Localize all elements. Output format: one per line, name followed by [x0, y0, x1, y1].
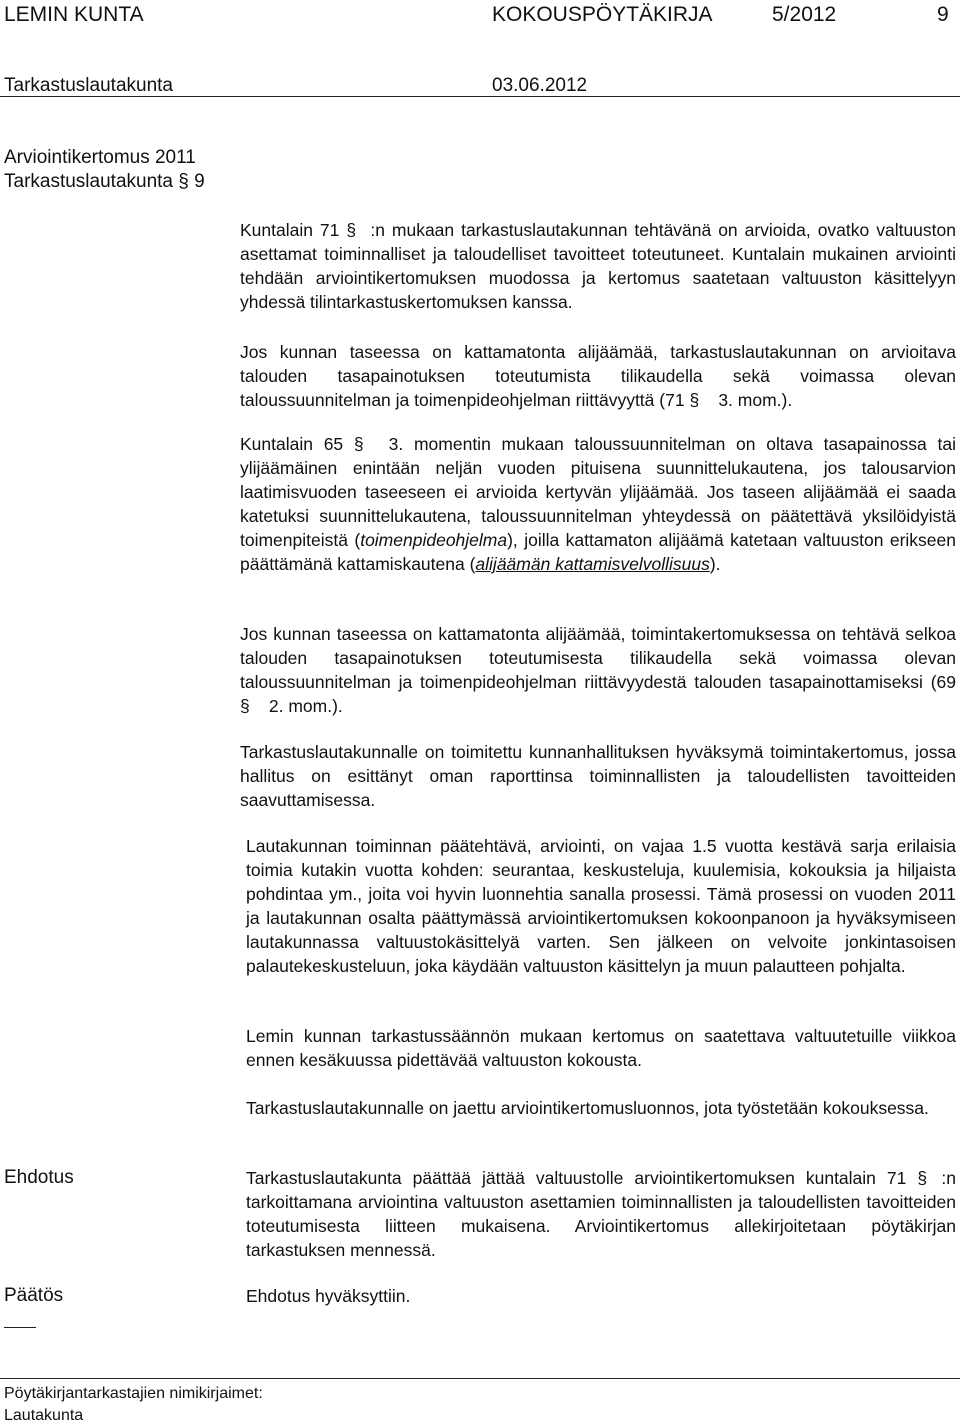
paragraph-mandate: Kuntalain 71 § :n mukaan tarkastuslautakunnan tehtävänä on arvioida, ovatko valtuuston asettamat toiminnalliset ja taloudelliset tavoitteet toteutuneet. Kuntalain mukainen arviointi tehdään arviointikertomuksen muodossa ja kertomus saatetaan valtuuston käsittelyyn yhdessä tilintarkastuskertomuksen kanssa.	[240, 220, 956, 312]
section-reference	[4, 170, 205, 194]
board-name: Tarkastuslautakunta	[4, 75, 173, 96]
paragraph-deficit-assessment: Jos kunnan taseessa on kattamatonta alijäämää, tarkastuslautakunnan on arvioitava talouden tasapainotuksen toteutumista tilikaudella sekä voimassa olevan taloussuunnitelman ja toimenpideohjelman riittävyyttä (71 § 3. mom.).	[240, 342, 956, 410]
municipality-name: LEMIN KUNTA	[4, 3, 144, 26]
footer-rule	[0, 1378, 960, 1379]
paragraph-draft-distributed: Tarkastuslautakunnalle on jaettu arviointikertomusluonnos, jota työstetään kokouksessa.	[246, 1098, 929, 1118]
decision-text: Ehdotus hyväksyttiin.	[246, 1286, 411, 1306]
document-type: KOKOUSPÖYTÄKIRJA	[492, 3, 713, 26]
decision-separator	[4, 1327, 36, 1328]
section-sign: §	[178, 171, 189, 192]
page-number: 9	[937, 3, 949, 26]
footer-board: Lautakunta	[4, 1407, 84, 1424]
header-rule	[0, 96, 960, 97]
paragraph-financial-plan: Kuntalain 65 § 3. momentin mukaan taloussuunnitelman on oltava tasapainossa tai ylijäämäinen enintään neljän vuoden pituisena suunnittelukautena, jos talousarvion laatimisvuoden taseeseen ei arvioida kertyvän ylijäämää. Jos taseen alijäämää ei saada katetuksi suunnittelukautena, taloussuunnitelman yhteydessä on päätettävä yksilöidyistä toimenpiteistä (toimenpideohjelma), joilla kattamaton alijäämä katetaan valtuuston erikseen päättämänä kattamiskautena (alijäämän kattamisvelvollisuus).	[240, 434, 956, 574]
section-sign: §	[689, 390, 700, 410]
proposal-text: Tarkastuslautakunta päättää jättää valtuustolle arviointikertomuksen kuntalain 71 § :n tarkoittamana arviointina valtuuston asettamien toiminnallisten ja taloudellisten tavoitteiden toteutumisesta liitteen mukaisena. Arviointikertomus allekirjoitetaan pöytäkirjan tarkastuksen mennessä.	[246, 1168, 956, 1260]
decision-label: Päätös	[4, 1285, 64, 1306]
paragraph-audit-rules: Lemin kunnan tarkastussäännön mukaan kertomus on saatettava valtuutetuille viikkoa ennen kesäkuussa pidettävää valtuuston kokousta.	[246, 1026, 956, 1070]
paragraph-report-delivered: Tarkastuslautakunnalle on toimitettu kunnanhallituksen hyväksymä toimintakertomus, jossa hallitus on esittänyt oman raporttinsa toiminnallisten ja taloudellisten tavoitteiden saavuttamisessa.	[240, 742, 956, 810]
section-ref-board: Tarkastuslautakunta	[4, 171, 173, 192]
section-sign: §	[353, 434, 364, 454]
section-sign: §	[917, 1168, 928, 1188]
section-ref-number: 9	[194, 171, 205, 192]
paragraph-annual-report: Jos kunnan taseessa on kattamatonta alijäämää, toimintakertomuksessa on tehtävä selkoa talouden tasapainotuksen toteutumisesta tilikaudella sekä voimassa olevan taloussuunnitelman ja toimenpideohjelman riittävyydestä talouden tasapainottamiseksi (69 § 2. mom.).	[240, 624, 956, 716]
section-title	[4, 146, 205, 194]
meeting-date: 03.06.2012	[492, 75, 588, 96]
proposal-label: Ehdotus	[4, 1167, 74, 1188]
section-title-text: Arviointikertomus 2011	[4, 147, 196, 168]
issue-number: 5/2012	[772, 3, 837, 26]
paragraph-assessment-process: Lautakunnan toiminnan päätehtävä, arviointi, on vajaa 1.5 vuotta kestävä sarja erilaisia toimia kutakin vuotta kohden: seurantaa, keskusteluja, kuulemisia, kokouksia ja hiljaista pohdintaa ym., joita voi hyvin luonnehtia sanalla prosessi. Tämä prosessi on vuoden 2011 ja lautakunnan osalta päättymässä arviointikertomuksen kokoonpanoon ja hyväksymiseen lautakunnassa valtuustokäsittelyä varten. Sen jälkeen on velvoite jonkintasoisen palautekeskusteluun, joka käydään valtuuston käsittelyn ja muun palautteen pohjalta.	[246, 836, 956, 976]
section-sign: §	[240, 696, 250, 716]
section-sign: §	[346, 220, 357, 240]
initials-label: Pöytäkirjantarkastajien nimikirjaimet:	[4, 1385, 263, 1402]
